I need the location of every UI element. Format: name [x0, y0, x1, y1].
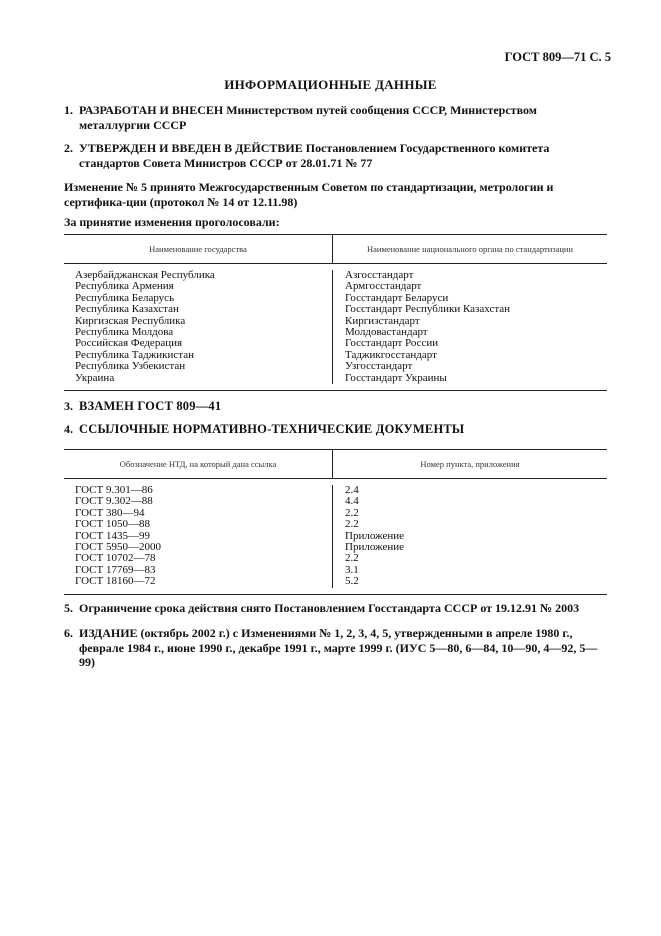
column-header-body: Наименование национального органа по стандартизации: [366, 244, 574, 254]
voted-label: [64, 215, 609, 230]
item-3-number: 3.: [64, 399, 73, 413]
item-4-number: 4.: [64, 422, 73, 436]
column-header-document: Обозначение НТД, на который дана ссылка: [64, 450, 333, 478]
table-cell: Госстандарт Беларуси: [345, 291, 449, 304]
table-cell: Киргизстандарт: [345, 314, 420, 327]
table-cell: ГОСТ 10702—78: [75, 552, 156, 565]
voted-label-text: За принятие изменения проголосовали:: [64, 215, 280, 229]
table-cell: Республика Молдова: [75, 325, 174, 338]
table-cell: ГОСТ 5950—2000: [75, 540, 161, 553]
table-cell: ГОСТ 9.302—88: [75, 495, 153, 508]
table-cell: Приложение: [345, 540, 405, 553]
item-6: [64, 626, 609, 670]
table-cell: Армгосстандарт: [345, 280, 422, 293]
table-cell: 4.4: [345, 495, 359, 508]
table-cell: ГОСТ 1435—99: [75, 529, 150, 542]
table-header: [64, 450, 607, 479]
table-header: [64, 235, 607, 264]
table-cell: Узгосстандарт: [345, 360, 413, 373]
item-1-heading: РАЗРАБОТАН И ВНЕСЕН: [79, 103, 224, 117]
table-cell: Госстандарт Украины: [345, 371, 447, 384]
table-cell: ГОСТ 1050—88: [75, 518, 150, 531]
table-cell: 2.2: [345, 552, 359, 565]
references-table: [64, 449, 607, 595]
table-cell: Республика Беларусь: [75, 291, 175, 304]
table-cell: Киргизская Республика: [75, 314, 186, 327]
table-cell: ГОСТ 9.301—86: [75, 484, 153, 496]
table-cell: Республика Казахстан: [75, 303, 179, 316]
item-2-number: 2.: [64, 141, 73, 155]
item-2: [64, 141, 609, 170]
item-6-text: ИЗДАНИЕ (октябрь 2002 г.) с Изменениями № 1, 2, 3, 4, 5, утвержденными в апреле 1980 г., феврале 1984 г., июне 1990 г., декабре 1991 г., марте 1999 г. (ИУС 5—80, 6—84, 10—90, 4—92, 5—99): [79, 626, 598, 669]
page-header-code: ГОСТ 809—71 С. 5: [504, 50, 611, 64]
table-cell: ГОСТ 17769—83: [75, 563, 156, 576]
change-note-text: Изменение № 5 принято Межгосударственным Советом по стандартизации, метрологии и сертифика-ции (протокол № 14 от 12.11.98): [64, 180, 554, 209]
column-header-clause: Номер пункта, приложения: [420, 459, 520, 469]
document-title: ИНФОРМАЦИОННЫЕ ДАННЫЕ: [224, 77, 437, 92]
item-4-heading: ССЫЛОЧНЫЕ НОРМАТИВНО-ТЕХНИЧЕСКИЕ ДОКУМЕНТЫ: [79, 422, 465, 436]
table-cell: 2.2: [345, 506, 359, 519]
table-cell: Республика Таджикистан: [75, 348, 194, 361]
item-2-heading: УТВЕРЖДЕН И ВВЕДЕН В ДЕЙСТВИЕ: [79, 141, 303, 155]
item-5-number: 5.: [64, 601, 73, 615]
table-cell: Азербайджанская Республика: [75, 269, 215, 281]
standards-bodies-table: [64, 234, 607, 391]
item-1-number: 1.: [64, 103, 73, 117]
table-cell: Приложение: [345, 529, 405, 542]
change-note: [64, 180, 609, 209]
table-cell: 2.4: [345, 484, 359, 496]
item-3: [64, 399, 609, 414]
item-5-text: Ограничение срока действия снято Постановлением Госстандарта СССР от 19.12.91 № 2003: [79, 601, 580, 615]
item-2-text: Постановлением Государственного комитета стандартов Совета Министров СССР от 28.01.71 № 77: [79, 141, 550, 170]
item-1: [64, 103, 609, 132]
bodies-column: [333, 270, 607, 384]
table-cell: Таджикгосстандарт: [345, 348, 437, 361]
table-cell: Азгосстандарт: [345, 269, 414, 281]
clauses-column: [333, 485, 607, 588]
item-5: [64, 601, 609, 616]
item-6-number: 6.: [64, 626, 73, 640]
table-cell: Республика Узбекистан: [75, 360, 186, 373]
table-cell: 5.2: [345, 575, 359, 588]
table-cell: ГОСТ 18160—72: [75, 575, 156, 588]
table-cell: ГОСТ 380—94: [75, 506, 145, 519]
table-cell: Российская Федерация: [75, 337, 183, 350]
table-cell: 3.1: [345, 563, 359, 576]
table-cell: Молдовастандарт: [345, 325, 428, 338]
table-cell: Госстандарт Республики Казахстан: [345, 303, 511, 316]
table-cell: Республика Армения: [75, 280, 174, 293]
table-cell: 2.2: [345, 518, 359, 531]
item-1-text: Министерством путей сообщения СССР, Министерством металлургии СССР: [79, 103, 537, 132]
column-header-state: Наименование государства: [64, 235, 333, 263]
table-cell: Украина: [75, 371, 115, 384]
table-cell: Госстандарт России: [345, 337, 439, 350]
item-3-heading: ВЗАМЕН ГОСТ 809—41: [79, 399, 222, 413]
item-4: [64, 422, 609, 437]
states-column: [64, 270, 333, 384]
documents-column: [64, 485, 333, 588]
